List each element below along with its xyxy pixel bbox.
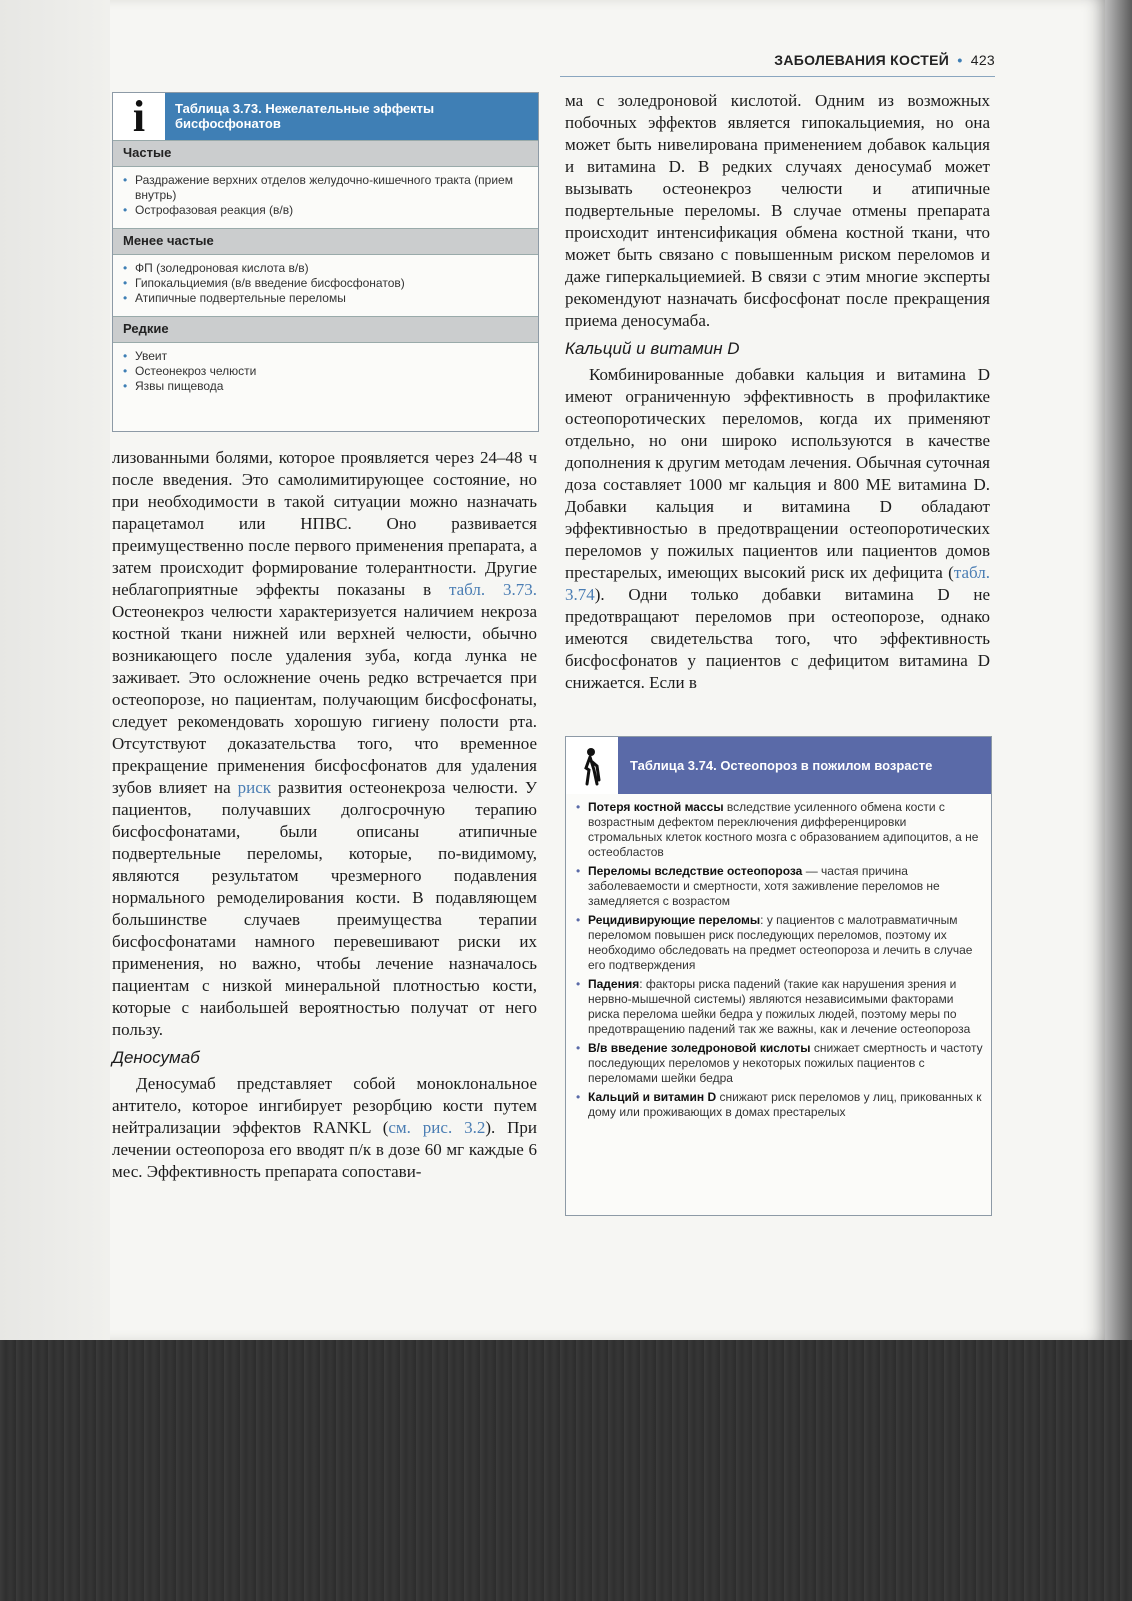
table-list (566, 800, 991, 1120)
list-item (576, 864, 983, 909)
paragraph (112, 447, 537, 1041)
paragraph (565, 364, 990, 694)
table-title: Таблица 3.74. Остеопороз в пожилом возрасте (618, 737, 991, 794)
running-header (730, 52, 995, 68)
list-item (576, 1041, 983, 1086)
table-header (113, 93, 538, 140)
table-section-label: Частые (113, 140, 538, 167)
header-rule (560, 76, 995, 77)
right-column (565, 90, 990, 694)
header-title: ЗАБОЛЕВАНИЯ КОСТЕЙ (774, 52, 950, 68)
table-link[interactable]: табл. 3.74 (565, 563, 990, 604)
item-lead: Падения (588, 977, 640, 991)
text-run: Остеонекроз челюсти характеризуется наличием некроза костной ткани нижней или верхней челюсти, обычно возникающего после удаления зуба, когда лунка не заживает. Это осложнение очень редко встречается при остеопорозе, но пациентам, получающим бисфосфонаты, следует рекомендовать хорошую гигиену полости рта. Отсутствуют доказательства того, что временное прекращение применения бисфосфонатов для удаления зубов влияет на (112, 602, 537, 797)
info-icon: i (113, 93, 165, 140)
item-text: : у пациентов с малотравматичным переломом повышен риск последующих переломов, поэтому их необходимо обследовать на предмет остеопороза и лечить в случае его подтверждения (588, 913, 973, 972)
table-section-label: Менее частые (113, 228, 538, 255)
item-text: — частая причина заболеваемости и смертности, хотя заживление переломов не замедляется с возрастом (588, 864, 940, 908)
scanner-background (0, 1340, 1132, 1601)
item-text: : факторы риска падений (такие как нарушения зрения и нервно-мышечной системы) являются независимыми факторами риска перелома шейки бедра у пожилых людей, поэтому меры по предотвращению падений так же важны, как и лечение остеопороза (588, 977, 971, 1036)
page-number: 423 (970, 52, 995, 68)
list-item: • Увеит (123, 349, 538, 364)
text-run: Комбинированные добавки кальция и витамина D имеют ограниченную эффективность в профилактике остеопоротических переломов, когда их применяют отдельно, но они широко используются в качестве дополнения к другим методам лечения. Обычная суточная доза составляет 1000 мг кальция и 800 МЕ витамина D. Добавки кальция и витамина D обладают эффективностью в предотвращении остеопоротических переломов у пожилых пациентов или пациентов домов престарелых, имеющих высокий риск их дефицита ( (565, 365, 990, 582)
section-list (113, 173, 538, 218)
table-link[interactable]: табл. 3.73. (448, 580, 537, 599)
section-list (113, 349, 538, 394)
table-body (113, 140, 538, 394)
item-text: вследствие усиленного обмена кости с возрастным дефектом переключения дифференцировки стромальных клеток костного мозга с образованием адипоцитов, а не остеобластов (588, 800, 979, 859)
item-text: снижает смертность и частоту последующих переломов у некоторых пожилых пациентов с переломами шейки бедра (588, 1041, 983, 1085)
item-lead: Кальций и витамин D (588, 1090, 717, 1104)
left-column (112, 447, 537, 1183)
list-item: • Остеонекроз челюсти (123, 364, 538, 379)
list-item (576, 977, 983, 1037)
table-3-74 (565, 736, 992, 1216)
list-item: • Атипичные подвертельные переломы (123, 291, 538, 306)
list-item (576, 800, 983, 860)
item-lead: Потеря костной массы (588, 800, 724, 814)
list-item: • Раздражение верхних отделов желудочно-кишечного тракта (прием внутрь) (123, 173, 538, 203)
table-3-73 (112, 92, 539, 432)
figure-link[interactable]: см. рис. 3.2 (388, 1118, 486, 1137)
text-run: ). При лечении остеопороза его вводят п/к в дозе 60 мг каждые 6 мес. Эффективность препарата сопостави- (112, 1118, 537, 1181)
item-lead: Рецидивирующие переломы (588, 913, 761, 927)
table-title: Таблица 3.73. Нежелательные эффекты бисфосфонатов (165, 93, 538, 140)
list-item: • Гипокальциемия (в/в введение бисфосфонатов) (123, 276, 538, 291)
list-item (576, 1090, 983, 1120)
term-link[interactable]: риск (237, 778, 272, 797)
list-item: • Острофазовая реакция (в/в) (123, 203, 538, 218)
page-edge (1105, 0, 1132, 1340)
text-run: ). Одни только добавки витамина D не предотвращают переломов при остеопорозе, однако имеются свидетельства того, что эффективность бисфосфонатов у пациентов с дефицитом витамина D снижается. Если в (565, 585, 990, 692)
elderly-person-icon (566, 737, 618, 794)
section-list (113, 261, 538, 306)
table-section-label: Редкие (113, 316, 538, 343)
item-lead: Переломы вследствие остеопороза (588, 864, 803, 878)
list-item: • ФП (золедроновая кислота в/в) (123, 261, 538, 276)
item-lead: В/в введение золедроновой кислоты (588, 1041, 811, 1055)
section-heading: Кальций и витамин D (565, 339, 740, 358)
paragraph (112, 1073, 537, 1183)
text-run: Деносумаб представляет собой моноклональное антитело, которое ингибирует резорбцию кости путем нейтрализации эффектов RANKL ( (112, 1074, 537, 1137)
item-text: снижают риск переломов у лиц, прикованных к дому или проживающих в домах престарелых (588, 1090, 982, 1119)
section-heading: Деносумаб (112, 1048, 200, 1067)
list-item (576, 913, 983, 973)
text-run: лизованными болями, которое проявляется через 24–48 ч после введения. Это самолимитирующее состояние, но при необходимости в такой ситуации можно назначать парацетамол или НПВС. Оно развивается преимущественно после первого применения препарата, а затем происходит формирование толерантности. Другие неблагоприятные эффекты показаны в (112, 448, 537, 599)
header-separator: • (957, 52, 963, 68)
list-item: • Язвы пищевода (123, 379, 538, 394)
paragraph: ма с золедроновой кислотой. Одним из возможных побочных эффектов является гипокальциемия, но она может быть нивелирована применением добавок кальция и витамина D. В редких случаях деносумаб может вызывать остеонекроз челюсти и атипичные подвертельные переломы. В случае отмены препарата происходит интенсификация обмена костной ткани, что может быть связано с повышенным риском переломов и даже гиперкальциемией. В связи с этим многие эксперты рекомендуют назначать бисфосфонат после прекращения приема деносумаба. (565, 91, 990, 330)
table-header (566, 737, 991, 794)
text-run: развития остеонекроза челюсти. У пациентов, получавших долгосрочную терапию бисфосфонатами, были описаны атипичные подвертельные переломы, которые, по-видимому, являются результатом чрезмерного подавления нормального ремоделирования кости. В подавляющем большинстве случаев преимущества терапии бисфосфонатами намного перевешивают риски их применения, но важно, чтобы лечение назначалось пациентам с низкой минеральной плотностью кости, которые с наибольшей вероятностью получат от него пользу. (112, 778, 537, 1039)
